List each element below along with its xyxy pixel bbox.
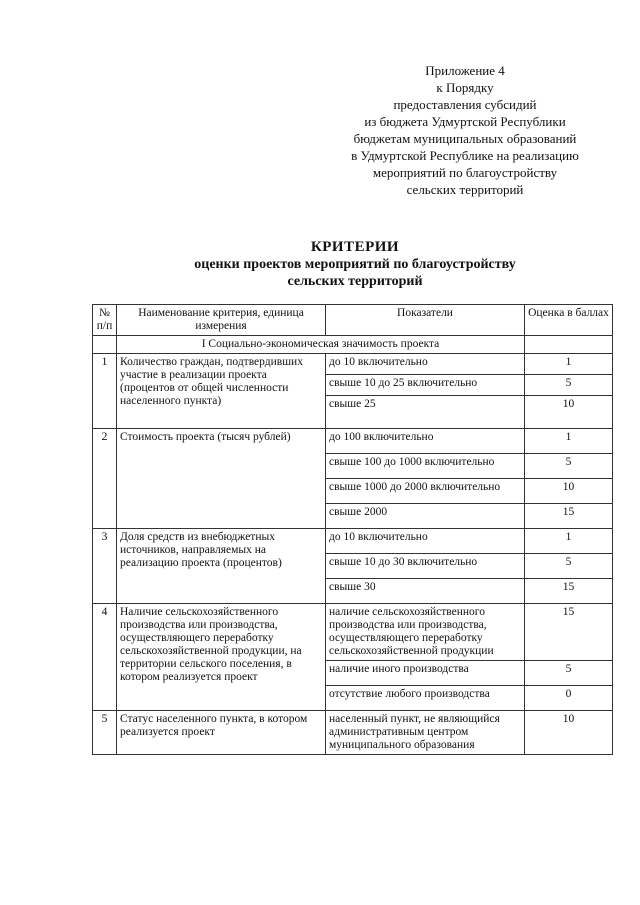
score-cell: 1 (525, 429, 613, 454)
header-num: № п/п (93, 305, 117, 336)
score-cell: 15 (525, 579, 613, 604)
appendix-line: сельских территорий (406, 182, 524, 197)
score-cell: 10 (525, 396, 613, 429)
indicator-cell: наличие сельскохозяйственного производства или производства, осуществляющего переработку сельскохозяйственной продукции (326, 604, 525, 661)
row-num: 2 (93, 429, 117, 529)
section-blank-cell (93, 336, 117, 354)
table-row (93, 529, 613, 554)
appendix-line: предоставления субсидий (393, 97, 537, 112)
indicator-cell: свыше 2000 (326, 504, 525, 529)
criterion-cell: Количество граждан, подтвердивших участие в реализации проекта (процентов от общей численности населенного пункта) (117, 354, 326, 429)
appendix-line: к Порядку (436, 80, 494, 95)
criterion-cell: Статус населенного пункта, в котором реализуется проект (117, 711, 326, 755)
title-line2: оценки проектов мероприятий по благоустройству (194, 257, 516, 272)
indicator-cell: свыше 10 до 25 включительно (326, 375, 525, 396)
title-line3: сельских территорий (287, 274, 423, 289)
appendix-block (300, 62, 630, 198)
score-cell: 10 (525, 711, 613, 755)
section-row (93, 336, 613, 354)
score-cell: 15 (525, 604, 613, 661)
indicator-cell: отсутствие любого производства (326, 686, 525, 711)
indicator-cell: свыше 10 до 30 включительно (326, 554, 525, 579)
indicator-cell: до 10 включительно (326, 354, 525, 375)
score-cell: 5 (525, 554, 613, 579)
appendix-line: из бюджета Удмуртской Республики (364, 114, 566, 129)
indicator-cell: свыше 30 (326, 579, 525, 604)
indicator-cell: свыше 25 (326, 396, 525, 429)
row-num: 4 (93, 604, 117, 711)
criteria-table (92, 304, 613, 755)
row-num: 3 (93, 529, 117, 604)
section-blank-cell (525, 336, 613, 354)
title-main: КРИТЕРИИ (310, 239, 400, 255)
header-score: Оценка в баллах (525, 305, 613, 336)
score-cell: 1 (525, 354, 613, 375)
row-num: 5 (93, 711, 117, 755)
score-cell: 10 (525, 479, 613, 504)
section-title: I Социально-экономическая значимость проекта (117, 336, 525, 354)
indicator-cell: до 10 включительно (326, 529, 525, 554)
criterion-cell: Доля средств из внебюджетных источников, направляемых на реализацию проекта (процентов) (117, 529, 326, 604)
score-cell: 0 (525, 686, 613, 711)
document-title (60, 238, 640, 290)
indicator-cell: свыше 1000 до 2000 включительно (326, 479, 525, 504)
table-row (93, 429, 613, 454)
indicator-cell: наличие иного производства (326, 661, 525, 686)
score-cell: 1 (525, 529, 613, 554)
score-cell: 5 (525, 661, 613, 686)
indicator-cell: населенный пункт, не являющийся административным центром муниципального образования (326, 711, 525, 755)
appendix-line: бюджетам муниципальных образований (353, 131, 577, 146)
table-header-row (93, 305, 613, 336)
score-cell: 5 (525, 454, 613, 479)
criterion-cell: Наличие сельскохозяйственного производства или производства, осуществляющего переработку сельскохозяйственной продукции, на территории сельского поселения, в котором реализуется проект (117, 604, 326, 711)
appendix-line: в Удмуртской Республике на реализацию (351, 148, 579, 163)
indicator-cell: до 100 включительно (326, 429, 525, 454)
score-cell: 15 (525, 504, 613, 529)
indicator-cell: свыше 100 до 1000 включительно (326, 454, 525, 479)
table-row (93, 604, 613, 661)
table-row (93, 354, 613, 375)
appendix-line: Приложение 4 (425, 63, 505, 78)
row-num: 1 (93, 354, 117, 429)
header-criterion: Наименование критерия, единица измерения (117, 305, 326, 336)
table-row (93, 711, 613, 755)
header-indicators: Показатели (326, 305, 525, 336)
score-cell: 5 (525, 375, 613, 396)
criterion-cell: Стоимость проекта (тысяч рублей) (117, 429, 326, 529)
appendix-line: мероприятий по благоустройству (372, 165, 558, 180)
